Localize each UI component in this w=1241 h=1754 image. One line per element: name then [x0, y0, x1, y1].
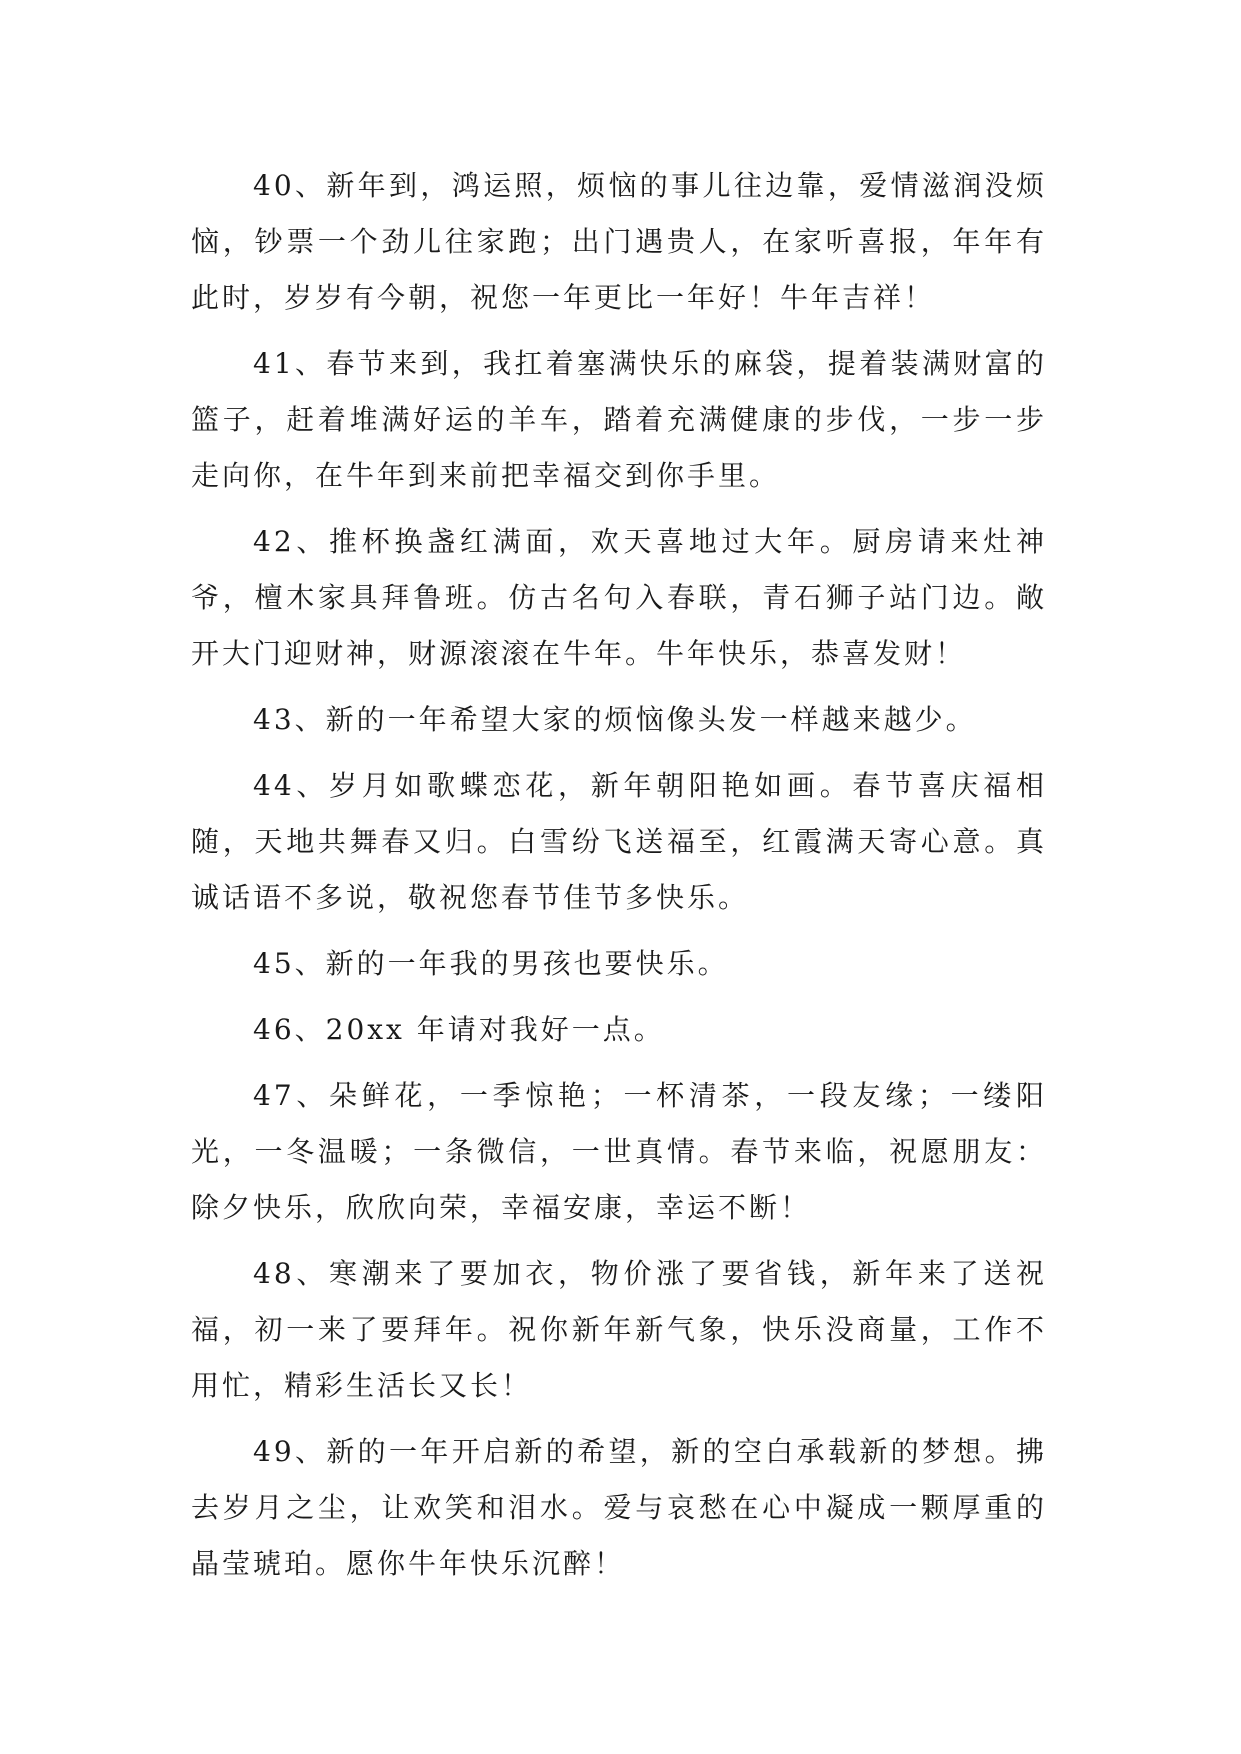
- paragraph-41: 41、春节来到，我扛着塞满快乐的麻袋，提着装满财富的篮子，赶着堆满好运的羊车，踏着充满健康的步伐，一步一步走向你，在牛年到来前把幸福交到你手里。: [191, 347, 1047, 492]
- paragraph-45: 45、新的一年我的男孩也要快乐。: [253, 947, 729, 980]
- paragraph-49: 49、新的一年开启新的希望，新的空白承载新的梦想。拂去岁月之尘，让欢笑和泪水。爱与哀愁在心中凝成一颗厚重的晶莹琥珀。愿你牛年快乐沉醉！: [191, 1435, 1047, 1580]
- paragraph-46: 46、20xx 年请对我好一点。: [253, 1013, 665, 1046]
- paragraph-42: 42、推杯换盏红满面，欢天喜地过大年。厨房请来灶神爷，檀木家具拜鲁班。仿古名句入春联，青石狮子站门边。敞开大门迎财神，财源滚滚在牛年。牛年快乐，恭喜发财！: [191, 525, 1047, 670]
- paragraph-48: 48、寒潮来了要加衣，物价涨了要省钱，新年来了送祝福，初一来了要拜年。祝你新年新气象，快乐没商量，工作不用忙，精彩生活长又长！: [191, 1257, 1047, 1402]
- paragraph-40: 40、新年到，鸿运照，烦恼的事儿往边靠，爱情滋润没烦恼，钞票一个劲儿往家跑；出门遇贵人，在家听喜报，年年有此时，岁岁有今朝，祝您一年更比一年好！牛年吉祥！: [191, 169, 1047, 314]
- document-body: [191, 158, 1047, 1602]
- paragraph-47: 47、朵鲜花，一季惊艳；一杯清茶，一段友缘；一缕阳光，一冬温暖；一条微信，一世真情。春节来临，祝愿朋友：除夕快乐，欣欣向荣，幸福安康，幸运不断！: [191, 1079, 1047, 1224]
- paragraph-43: 43、新的一年希望大家的烦恼像头发一样越来越少。: [253, 703, 977, 736]
- paragraph-44: 44、岁月如歌蝶恋花，新年朝阳艳如画。春节喜庆福相随，天地共舞春又归。白雪纷飞送福至，红霞满天寄心意。真诚话语不多说，敬祝您春节佳节多快乐。: [191, 769, 1047, 914]
